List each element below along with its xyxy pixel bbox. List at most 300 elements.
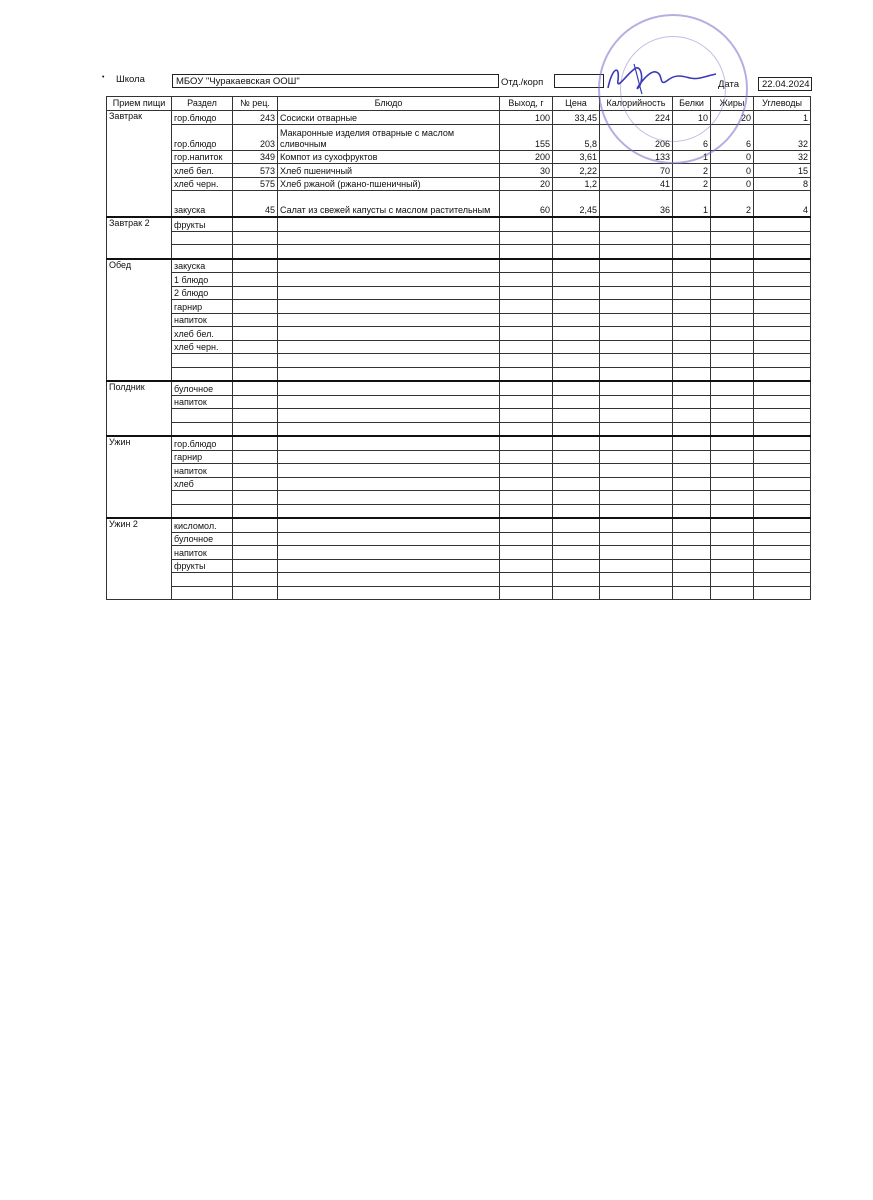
recipe-cell bbox=[233, 477, 278, 491]
output-cell bbox=[500, 422, 553, 436]
price-cell bbox=[553, 422, 600, 436]
dept-label: Отд./корп bbox=[501, 77, 544, 88]
carbs-cell bbox=[754, 367, 811, 381]
date-label: Дата bbox=[718, 79, 740, 90]
kcal-cell bbox=[600, 504, 673, 518]
price-cell bbox=[553, 300, 600, 314]
carbs-cell: 32 bbox=[754, 124, 811, 150]
meal-name-cell: Ужин bbox=[107, 436, 172, 518]
table-row bbox=[107, 573, 811, 587]
dish-cell: Хлеб пшеничный bbox=[278, 164, 500, 178]
dept-field bbox=[554, 74, 604, 88]
dish-cell bbox=[278, 546, 500, 560]
protein-cell bbox=[673, 231, 711, 245]
price-cell bbox=[553, 491, 600, 505]
table-row bbox=[107, 381, 811, 395]
section-cell: закуска bbox=[172, 259, 233, 273]
table-row bbox=[107, 477, 811, 491]
table-row bbox=[107, 409, 811, 423]
header-meal-col: Прием пищи bbox=[107, 97, 172, 111]
kcal-cell: 36 bbox=[600, 191, 673, 218]
header-fat-col: Жиры bbox=[711, 97, 754, 111]
dish-cell bbox=[278, 518, 500, 532]
kcal-cell bbox=[600, 436, 673, 450]
output-cell bbox=[500, 395, 553, 409]
section-cell: напиток bbox=[172, 464, 233, 478]
dish-cell bbox=[278, 409, 500, 423]
price-cell bbox=[553, 367, 600, 381]
protein-cell bbox=[673, 450, 711, 464]
output-cell bbox=[500, 327, 553, 341]
price-cell bbox=[553, 273, 600, 287]
dish-cell: Хлеб ржаной (ржано-пшеничный) bbox=[278, 177, 500, 191]
kcal-cell: 70 bbox=[600, 164, 673, 178]
protein-cell bbox=[673, 422, 711, 436]
output-cell bbox=[500, 546, 553, 560]
section-cell: закуска bbox=[172, 191, 233, 218]
recipe-cell bbox=[233, 286, 278, 300]
dish-cell bbox=[278, 367, 500, 381]
protein-cell bbox=[673, 518, 711, 532]
protein-cell: 1 bbox=[673, 191, 711, 218]
carbs-cell bbox=[754, 313, 811, 327]
fat-cell bbox=[711, 286, 754, 300]
recipe-cell bbox=[233, 231, 278, 245]
price-cell bbox=[553, 586, 600, 600]
carbs-cell bbox=[754, 327, 811, 341]
recipe-cell bbox=[233, 300, 278, 314]
recipe-cell: 573 bbox=[233, 164, 278, 178]
table-row bbox=[107, 546, 811, 560]
output-cell bbox=[500, 586, 553, 600]
recipe-cell bbox=[233, 504, 278, 518]
dish-cell bbox=[278, 491, 500, 505]
protein-cell: 10 bbox=[673, 111, 711, 125]
fat-cell bbox=[711, 259, 754, 273]
carbs-cell: 15 bbox=[754, 164, 811, 178]
fat-cell bbox=[711, 395, 754, 409]
header-recipe-col: № рец. bbox=[233, 97, 278, 111]
recipe-cell bbox=[233, 273, 278, 287]
dish-cell bbox=[278, 450, 500, 464]
fat-cell bbox=[711, 422, 754, 436]
carbs-cell bbox=[754, 464, 811, 478]
table-row bbox=[107, 367, 811, 381]
price-cell bbox=[553, 559, 600, 573]
meal-name-cell: Полдник bbox=[107, 381, 172, 436]
section-cell bbox=[172, 245, 233, 259]
protein-cell bbox=[673, 464, 711, 478]
dish-cell bbox=[278, 286, 500, 300]
protein-cell bbox=[673, 313, 711, 327]
table-row bbox=[107, 245, 811, 259]
protein-cell: 2 bbox=[673, 164, 711, 178]
output-cell: 30 bbox=[500, 164, 553, 178]
table-row bbox=[107, 504, 811, 518]
output-cell bbox=[500, 409, 553, 423]
price-cell bbox=[553, 573, 600, 587]
dish-cell bbox=[278, 259, 500, 273]
protein-cell bbox=[673, 586, 711, 600]
section-cell: фрукты bbox=[172, 559, 233, 573]
protein-cell: 6 bbox=[673, 124, 711, 150]
bullet-icon: • bbox=[102, 74, 105, 81]
protein-cell bbox=[673, 477, 711, 491]
output-cell bbox=[500, 436, 553, 450]
section-cell: фрукты bbox=[172, 217, 233, 231]
output-cell bbox=[500, 504, 553, 518]
menu-table bbox=[106, 96, 811, 600]
dish-cell bbox=[278, 245, 500, 259]
price-cell bbox=[553, 532, 600, 546]
dish-cell bbox=[278, 559, 500, 573]
output-cell bbox=[500, 354, 553, 368]
fat-cell bbox=[711, 518, 754, 532]
section-cell: хлеб черн. bbox=[172, 340, 233, 354]
table-row bbox=[107, 177, 811, 191]
section-cell: кисломол. bbox=[172, 518, 233, 532]
kcal-cell bbox=[600, 231, 673, 245]
dish-cell bbox=[278, 273, 500, 287]
recipe-cell bbox=[233, 450, 278, 464]
fat-cell bbox=[711, 409, 754, 423]
output-cell bbox=[500, 217, 553, 231]
kcal-cell bbox=[600, 259, 673, 273]
fat-cell bbox=[711, 231, 754, 245]
protein-cell bbox=[673, 395, 711, 409]
header-protein-col: Белки bbox=[673, 97, 711, 111]
protein-cell bbox=[673, 217, 711, 231]
carbs-cell bbox=[754, 559, 811, 573]
school-name-field: МБОУ "Чуракаевская ООШ" bbox=[172, 74, 499, 88]
table-row bbox=[107, 532, 811, 546]
section-cell: хлеб бел. bbox=[172, 327, 233, 341]
header-section-col: Раздел bbox=[172, 97, 233, 111]
fat-cell: 2 bbox=[711, 191, 754, 218]
dish-cell bbox=[278, 313, 500, 327]
table-row bbox=[107, 395, 811, 409]
kcal-cell bbox=[600, 546, 673, 560]
output-cell bbox=[500, 367, 553, 381]
fat-cell bbox=[711, 450, 754, 464]
section-cell: напиток bbox=[172, 395, 233, 409]
carbs-cell bbox=[754, 340, 811, 354]
output-cell bbox=[500, 450, 553, 464]
dish-cell bbox=[278, 340, 500, 354]
protein-cell bbox=[673, 559, 711, 573]
fat-cell bbox=[711, 464, 754, 478]
fat-cell bbox=[711, 586, 754, 600]
kcal-cell bbox=[600, 409, 673, 423]
output-cell bbox=[500, 464, 553, 478]
price-cell bbox=[553, 518, 600, 532]
section-cell bbox=[172, 491, 233, 505]
price-cell bbox=[553, 450, 600, 464]
price-cell bbox=[553, 546, 600, 560]
kcal-cell bbox=[600, 217, 673, 231]
protein-cell bbox=[673, 286, 711, 300]
meal-name-cell: Ужин 2 bbox=[107, 518, 172, 600]
price-cell bbox=[553, 217, 600, 231]
recipe-cell bbox=[233, 518, 278, 532]
kcal-cell: 224 bbox=[600, 111, 673, 125]
carbs-cell bbox=[754, 245, 811, 259]
protein-cell bbox=[673, 354, 711, 368]
table-row bbox=[107, 164, 811, 178]
section-cell bbox=[172, 586, 233, 600]
dish-cell: Макаронные изделия отварные с маслом сливочным bbox=[278, 124, 500, 150]
price-cell bbox=[553, 259, 600, 273]
carbs-cell bbox=[754, 504, 811, 518]
dish-cell bbox=[278, 300, 500, 314]
recipe-cell bbox=[233, 354, 278, 368]
kcal-cell bbox=[600, 573, 673, 587]
price-cell: 1,2 bbox=[553, 177, 600, 191]
price-cell bbox=[553, 245, 600, 259]
fat-cell bbox=[711, 273, 754, 287]
fat-cell bbox=[711, 436, 754, 450]
carbs-cell bbox=[754, 381, 811, 395]
fat-cell bbox=[711, 546, 754, 560]
protein-cell bbox=[673, 381, 711, 395]
protein-cell bbox=[673, 327, 711, 341]
carbs-cell bbox=[754, 409, 811, 423]
recipe-cell bbox=[233, 381, 278, 395]
section-cell: гор.напиток bbox=[172, 150, 233, 164]
table-row bbox=[107, 300, 811, 314]
price-cell bbox=[553, 464, 600, 478]
section-cell bbox=[172, 409, 233, 423]
carbs-cell bbox=[754, 300, 811, 314]
recipe-cell bbox=[233, 546, 278, 560]
protein-cell bbox=[673, 436, 711, 450]
price-cell: 3,61 bbox=[553, 150, 600, 164]
carbs-cell bbox=[754, 286, 811, 300]
table-row bbox=[107, 259, 811, 273]
output-cell bbox=[500, 518, 553, 532]
carbs-cell bbox=[754, 450, 811, 464]
carbs-cell bbox=[754, 354, 811, 368]
protein-cell bbox=[673, 546, 711, 560]
carbs-cell bbox=[754, 217, 811, 231]
output-cell bbox=[500, 286, 553, 300]
kcal-cell bbox=[600, 586, 673, 600]
table-row bbox=[107, 559, 811, 573]
protein-cell bbox=[673, 409, 711, 423]
fat-cell bbox=[711, 313, 754, 327]
recipe-cell bbox=[233, 313, 278, 327]
price-cell bbox=[553, 286, 600, 300]
table-row bbox=[107, 191, 811, 218]
carbs-cell: 1 bbox=[754, 111, 811, 125]
fat-cell bbox=[711, 340, 754, 354]
output-cell bbox=[500, 532, 553, 546]
carbs-cell: 32 bbox=[754, 150, 811, 164]
recipe-cell bbox=[233, 245, 278, 259]
output-cell bbox=[500, 381, 553, 395]
price-cell bbox=[553, 504, 600, 518]
fat-cell bbox=[711, 217, 754, 231]
recipe-cell bbox=[233, 491, 278, 505]
table-row bbox=[107, 518, 811, 532]
recipe-cell: 349 bbox=[233, 150, 278, 164]
price-cell bbox=[553, 354, 600, 368]
recipe-cell bbox=[233, 409, 278, 423]
date-field: 22.04.2024 bbox=[758, 77, 812, 91]
recipe-cell bbox=[233, 259, 278, 273]
dish-cell: Компот из сухофруктов bbox=[278, 150, 500, 164]
fat-cell: 6 bbox=[711, 124, 754, 150]
carbs-cell bbox=[754, 477, 811, 491]
protein-cell bbox=[673, 273, 711, 287]
header-carbs-col: Углеводы bbox=[754, 97, 811, 111]
dish-cell bbox=[278, 327, 500, 341]
recipe-cell bbox=[233, 422, 278, 436]
table-row bbox=[107, 436, 811, 450]
dish-cell bbox=[278, 395, 500, 409]
table-row bbox=[107, 422, 811, 436]
recipe-cell bbox=[233, 367, 278, 381]
section-cell bbox=[172, 354, 233, 368]
protein-cell bbox=[673, 340, 711, 354]
kcal-cell bbox=[600, 313, 673, 327]
protein-cell bbox=[673, 300, 711, 314]
protein-cell bbox=[673, 259, 711, 273]
dish-cell bbox=[278, 354, 500, 368]
fat-cell bbox=[711, 491, 754, 505]
table-row bbox=[107, 286, 811, 300]
dish-cell bbox=[278, 422, 500, 436]
price-cell: 33,45 bbox=[553, 111, 600, 125]
meal-name-cell: Завтрак bbox=[107, 111, 172, 218]
dish-cell bbox=[278, 436, 500, 450]
output-cell bbox=[500, 231, 553, 245]
dish-cell bbox=[278, 504, 500, 518]
table-row bbox=[107, 586, 811, 600]
section-cell bbox=[172, 422, 233, 436]
table-row bbox=[107, 491, 811, 505]
dish-cell bbox=[278, 464, 500, 478]
carbs-cell bbox=[754, 436, 811, 450]
protein-cell bbox=[673, 532, 711, 546]
output-cell bbox=[500, 245, 553, 259]
output-cell bbox=[500, 573, 553, 587]
price-cell bbox=[553, 395, 600, 409]
kcal-cell: 133 bbox=[600, 150, 673, 164]
output-cell: 100 bbox=[500, 111, 553, 125]
fat-cell bbox=[711, 300, 754, 314]
price-cell: 2,22 bbox=[553, 164, 600, 178]
carbs-cell bbox=[754, 422, 811, 436]
fat-cell bbox=[711, 573, 754, 587]
table-row bbox=[107, 340, 811, 354]
section-cell: 1 блюдо bbox=[172, 273, 233, 287]
table-row bbox=[107, 231, 811, 245]
recipe-cell bbox=[233, 395, 278, 409]
carbs-cell bbox=[754, 395, 811, 409]
recipe-cell bbox=[233, 586, 278, 600]
kcal-cell bbox=[600, 273, 673, 287]
price-cell bbox=[553, 409, 600, 423]
fat-cell bbox=[711, 504, 754, 518]
kcal-cell bbox=[600, 286, 673, 300]
carbs-cell: 4 bbox=[754, 191, 811, 218]
fat-cell: 0 bbox=[711, 164, 754, 178]
section-cell: напиток bbox=[172, 313, 233, 327]
price-cell bbox=[553, 381, 600, 395]
kcal-cell bbox=[600, 464, 673, 478]
section-cell: булочное bbox=[172, 532, 233, 546]
carbs-cell bbox=[754, 259, 811, 273]
recipe-cell: 243 bbox=[233, 111, 278, 125]
kcal-cell bbox=[600, 245, 673, 259]
dish-cell bbox=[278, 231, 500, 245]
protein-cell: 2 bbox=[673, 177, 711, 191]
signature-mark bbox=[598, 58, 728, 98]
output-cell bbox=[500, 300, 553, 314]
kcal-cell bbox=[600, 395, 673, 409]
protein-cell bbox=[673, 504, 711, 518]
fat-cell bbox=[711, 532, 754, 546]
carbs-cell bbox=[754, 532, 811, 546]
fat-cell bbox=[711, 245, 754, 259]
price-cell bbox=[553, 340, 600, 354]
fat-cell bbox=[711, 477, 754, 491]
recipe-cell bbox=[233, 340, 278, 354]
recipe-cell: 575 bbox=[233, 177, 278, 191]
fat-cell bbox=[711, 559, 754, 573]
price-cell bbox=[553, 313, 600, 327]
section-cell: гор.блюдо bbox=[172, 124, 233, 150]
recipe-cell bbox=[233, 327, 278, 341]
table-row bbox=[107, 450, 811, 464]
protein-cell bbox=[673, 573, 711, 587]
recipe-cell bbox=[233, 436, 278, 450]
dish-cell: Салат из свежей капусты с маслом растительным bbox=[278, 191, 500, 218]
output-cell bbox=[500, 273, 553, 287]
price-cell: 5,8 bbox=[553, 124, 600, 150]
price-cell bbox=[553, 327, 600, 341]
header-price-col: Цена bbox=[553, 97, 600, 111]
fat-cell bbox=[711, 327, 754, 341]
protein-cell bbox=[673, 245, 711, 259]
dish-cell bbox=[278, 477, 500, 491]
section-cell bbox=[172, 573, 233, 587]
carbs-cell: 8 bbox=[754, 177, 811, 191]
carbs-cell bbox=[754, 586, 811, 600]
fat-cell bbox=[711, 354, 754, 368]
meal-name-cell: Завтрак 2 bbox=[107, 217, 172, 259]
kcal-cell bbox=[600, 327, 673, 341]
fat-cell: 0 bbox=[711, 150, 754, 164]
kcal-cell bbox=[600, 491, 673, 505]
kcal-cell bbox=[600, 532, 673, 546]
section-cell: булочное bbox=[172, 381, 233, 395]
header-kcal-col: Калорийность bbox=[600, 97, 673, 111]
dish-cell bbox=[278, 532, 500, 546]
section-cell: гор.блюдо bbox=[172, 436, 233, 450]
output-cell bbox=[500, 259, 553, 273]
fat-cell bbox=[711, 367, 754, 381]
section-cell: гор.блюдо bbox=[172, 111, 233, 125]
section-cell: гарнир bbox=[172, 300, 233, 314]
carbs-cell bbox=[754, 231, 811, 245]
kcal-cell bbox=[600, 518, 673, 532]
school-label: Школа bbox=[116, 74, 145, 85]
recipe-cell bbox=[233, 573, 278, 587]
section-cell: 2 блюдо bbox=[172, 286, 233, 300]
output-cell bbox=[500, 477, 553, 491]
